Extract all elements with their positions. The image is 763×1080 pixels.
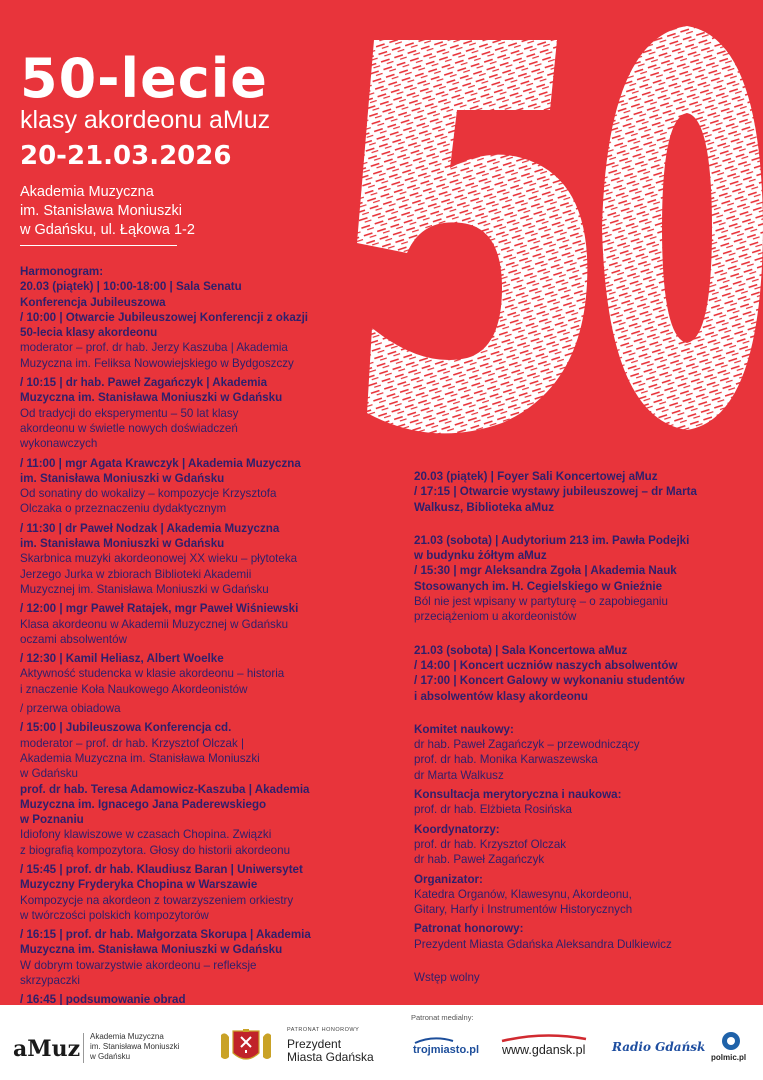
program-heading: 21.03 (sobota) | Audytorium 213 im. Pawła Podejki bbox=[414, 533, 690, 547]
spacer bbox=[414, 708, 744, 722]
radio-gdansk-logo: Radio Gdańsk bbox=[612, 1040, 706, 1054]
program-item bbox=[20, 862, 320, 923]
trojmiasto-logo: trojmiasto.pl bbox=[413, 1044, 480, 1056]
program-heading: prof. dr hab. Teresa Adamowicz-Kaszuba | Akademia bbox=[20, 782, 310, 796]
venue-line: Akademia Muzyczna bbox=[20, 184, 154, 200]
program-text: prof. dr hab. Krzysztof Olczak bbox=[414, 837, 567, 851]
fifty-graphic bbox=[352, 18, 763, 438]
program-item bbox=[20, 701, 320, 716]
spacer bbox=[414, 629, 744, 643]
event-dates: 20-21.03.2026 bbox=[20, 141, 232, 171]
program-text: Klasa akordeonu w Akademii Muzycznej w Gdańsku bbox=[20, 617, 289, 631]
program-heading: Muzyczna im. Ignacego Jana Paderewskiego bbox=[20, 797, 267, 811]
program-heading: / 17:00 | Koncert Galowy w wykonaniu studentów bbox=[414, 674, 685, 688]
gdansk-crest-icon bbox=[215, 1027, 277, 1065]
footer-logos bbox=[0, 1005, 763, 1080]
program-text: Wstęp wolny bbox=[414, 971, 480, 985]
program-heading: / 12:00 | mgr Paweł Ratajek, mgr Paweł Wiśniewski bbox=[20, 602, 299, 616]
spacer bbox=[414, 519, 744, 533]
program-heading: Harmonogram: bbox=[20, 265, 104, 278]
program-text: W dobrym towarzystwie akordeonu – refleksje bbox=[20, 958, 257, 972]
program-heading: / 15:00 | Jubileuszowa Konferencja cd. bbox=[20, 721, 232, 735]
program-text: moderator – prof. dr hab. Krzysztof Olczak | bbox=[20, 736, 245, 750]
program-heading: Muzyczna im. Stanisława Moniuszki w Gdańsku bbox=[20, 943, 283, 957]
program-text: Gitary, Harfy i Instrumentów Historycznych bbox=[414, 903, 633, 917]
program-heading: 20.03 (piątek) | Foyer Sali Koncertowej aMuz bbox=[414, 470, 658, 483]
program-heading: 21.03 (sobota) | Sala Koncertowa aMuz bbox=[414, 643, 628, 657]
program-text: akordeonu w świetle nowych doświadczeń bbox=[20, 421, 238, 435]
program-heading: / 11:00 | mgr Agata Krawczyk | Akademia Muzyczna bbox=[20, 456, 301, 470]
program-heading: i absolwentów klasy akordeonu bbox=[414, 689, 588, 703]
program-text: Jerzego Jurka w zbiorach Biblioteki Akademii bbox=[20, 567, 252, 581]
program-right-column bbox=[414, 469, 744, 989]
program-heading: Patronat honorowy: bbox=[414, 922, 524, 936]
program-text: prof. dr hab. Monika Karwaszewska bbox=[414, 753, 598, 767]
program-text: Katedra Organów, Klawesynu, Akordeonu, bbox=[414, 887, 632, 901]
program-heading: Koordynatorzy: bbox=[414, 822, 500, 836]
program-text: / przerwa obiadowa bbox=[20, 702, 121, 716]
program-text: wykonawczych bbox=[20, 437, 98, 451]
program-text: Kompozycje na akordeon z towarzyszeniem orkiestry bbox=[20, 893, 294, 907]
program-heading: / 15:45 | prof. dr hab. Klaudiusz Baran | Uniwersytet bbox=[20, 862, 303, 876]
program-item bbox=[20, 601, 320, 647]
venue-line: im. Stanisława Moniuszki bbox=[20, 203, 182, 219]
program-text: i znaczenie Koła Naukowego Akordeonistów bbox=[20, 682, 248, 696]
program-text: Idiofony klawiszowe w czasach Chopina. Związki bbox=[20, 828, 272, 842]
divider bbox=[20, 245, 177, 246]
program-item bbox=[414, 822, 744, 868]
program-text: oczami absolwentów bbox=[20, 632, 127, 646]
amuz-name-line: Akademia Muzyczna bbox=[90, 1032, 164, 1041]
program-heading: im. Stanisława Moniuszki w Gdańsku bbox=[20, 537, 225, 551]
program-text: Skarbnica muzyki akordeonowej XX wieku – płytoteka bbox=[20, 552, 298, 566]
program-text: Olczaka o przeznaczeniu dydaktycznym bbox=[20, 502, 227, 516]
program-heading: / 16:45 | podsumowanie obrad bbox=[20, 993, 186, 1005]
program-heading: Komitet naukowy: bbox=[414, 722, 514, 736]
program-text: moderator – prof. dr hab. Jerzy Kaszuba | Akademia bbox=[20, 341, 288, 355]
honorary-patron-name bbox=[287, 1038, 374, 1064]
program-heading: Konsultacja merytoryczna i naukowa: bbox=[414, 788, 622, 802]
honorary-patron-label: PATRONAT HONOROWY bbox=[287, 1027, 360, 1033]
program-heading: 50-lecia klasy akordeonu bbox=[20, 326, 158, 340]
program-item bbox=[414, 469, 744, 515]
program-item bbox=[20, 720, 320, 858]
program-heading: Stosowanych im. H. Cegielskiego w Gnieźnie bbox=[414, 579, 663, 593]
program-text: Muzyczna im. Feliksa Nowowiejskiego w Bydgoszczy bbox=[20, 356, 294, 370]
program-heading: 20.03 (piątek) | 10:00-18:00 | Sala Senatu bbox=[20, 280, 242, 294]
program-heading: Muzyczny Fryderyka Chopina w Warszawie bbox=[20, 878, 258, 892]
program-item bbox=[414, 643, 744, 704]
divider bbox=[83, 1033, 84, 1063]
amuz-name-line: w Gdańsku bbox=[90, 1052, 131, 1061]
program-text: Akademia Muzyczna im. Stanisława Moniuszki bbox=[20, 751, 260, 765]
program-text: dr hab. Paweł Zagańczyk bbox=[414, 853, 545, 867]
program-text: prof. dr hab. Elżbieta Rosińska bbox=[414, 803, 572, 817]
gdansk-logo: www.gdansk.pl bbox=[502, 1043, 586, 1057]
venue-line: w Gdańsku, ul. Łąkowa 1-2 bbox=[20, 222, 195, 238]
patron-line: Prezydent bbox=[287, 1037, 342, 1051]
amuz-name bbox=[90, 1032, 179, 1062]
program-item bbox=[414, 970, 744, 985]
program-text: Od tradycji do eksperymentu – 50 lat klasy bbox=[20, 406, 239, 420]
program-left-column bbox=[20, 264, 320, 1005]
program-heading: w budynku żółtym aMuz bbox=[414, 549, 547, 563]
venue-address bbox=[20, 183, 195, 240]
program-item bbox=[414, 872, 744, 918]
program-text: z biografią kompozytora. Głosy do historii akordeonu bbox=[20, 843, 291, 857]
program-text: dr hab. Paweł Zagańczyk – przewodniczący bbox=[414, 738, 640, 752]
program-text: Aktywność studencka w klasie akordeonu – historia bbox=[20, 667, 285, 681]
program-heading: Muzyczna im. Stanisława Moniuszki w Gdańsku bbox=[20, 391, 283, 405]
program-heading: / 10:00 | Otwarcie Jubileuszowej Konferencji z okazji bbox=[20, 310, 309, 324]
program-item bbox=[20, 992, 320, 1005]
program-item bbox=[20, 375, 320, 451]
program-text: przeciążeniom u akordeonistów bbox=[414, 610, 577, 624]
program-heading: / 14:00 | Koncert uczniów naszych absolwentów bbox=[414, 658, 678, 672]
program-heading: Organizator: bbox=[414, 872, 483, 886]
gdansk-swoosh-icon bbox=[500, 1033, 588, 1043]
patron-line: Miasta Gdańska bbox=[287, 1050, 374, 1064]
program-text: dr Marta Walkusz bbox=[414, 768, 504, 782]
program-heading: / 12:30 | Kamil Heliasz, Albert Woelke bbox=[20, 652, 224, 666]
program-heading: / 15:30 | mgr Aleksandra Zgoła | Akademia Nauk bbox=[414, 564, 677, 578]
program-item bbox=[414, 921, 744, 952]
program-text: w Gdańsku bbox=[20, 767, 78, 781]
program-item bbox=[414, 722, 744, 783]
program-item bbox=[414, 533, 744, 625]
program-heading: w Poznaniu bbox=[20, 813, 84, 827]
program-text: w twórczości polskich kompozytorów bbox=[20, 908, 209, 922]
program-text: Od sonatiny do wokalizy – kompozycje Krzysztofa bbox=[20, 487, 277, 501]
program-item bbox=[20, 927, 320, 988]
poster-subtitle: klasy akordeonu aMuz bbox=[20, 106, 271, 134]
program-heading: / 11:30 | dr Paweł Nodzak | Akademia Muzyczna bbox=[20, 521, 280, 535]
program-heading: Walkusz, Biblioteka aMuz bbox=[414, 500, 555, 514]
media-patron-label: Patronat medialny: bbox=[411, 1013, 474, 1022]
program-text: skrzypaczki bbox=[20, 974, 80, 988]
program-item bbox=[20, 456, 320, 517]
program-text: Ból nie jest wpisany w partyturę – o zapobieganiu bbox=[414, 595, 668, 609]
program-item bbox=[20, 264, 320, 371]
program-heading: im. Stanisława Moniuszki w Gdańsku bbox=[20, 471, 225, 485]
amuz-name-line: im. Stanisława Moniuszki bbox=[90, 1042, 180, 1051]
polmic-logo: polmic.pl bbox=[711, 1053, 747, 1062]
program-text: Prezydent Miasta Gdańska Aleksandra Dulkiewicz bbox=[414, 937, 672, 951]
program-item bbox=[20, 521, 320, 597]
program-heading: / 16:15 | prof. dr hab. Małgorzata Skorupa | Akademia bbox=[20, 928, 311, 942]
program-heading: / 10:15 | dr hab. Paweł Zagańczyk | Akademia bbox=[20, 376, 268, 390]
amuz-logo: aMuz bbox=[13, 1036, 81, 1062]
program-item bbox=[414, 787, 744, 818]
program-item bbox=[20, 651, 320, 697]
spacer bbox=[414, 956, 744, 970]
program-heading: / 17:15 | Otwarcie wystawy jubileuszowej – dr Marta bbox=[414, 485, 697, 499]
polmic-circle-icon bbox=[722, 1032, 740, 1050]
program-text: Muzycznej im. Stanisława Moniuszki w Gdańsku bbox=[20, 582, 269, 596]
program-heading: Konferencja Jubileuszowa bbox=[20, 295, 166, 309]
poster-title: 50-lecie bbox=[20, 47, 268, 110]
